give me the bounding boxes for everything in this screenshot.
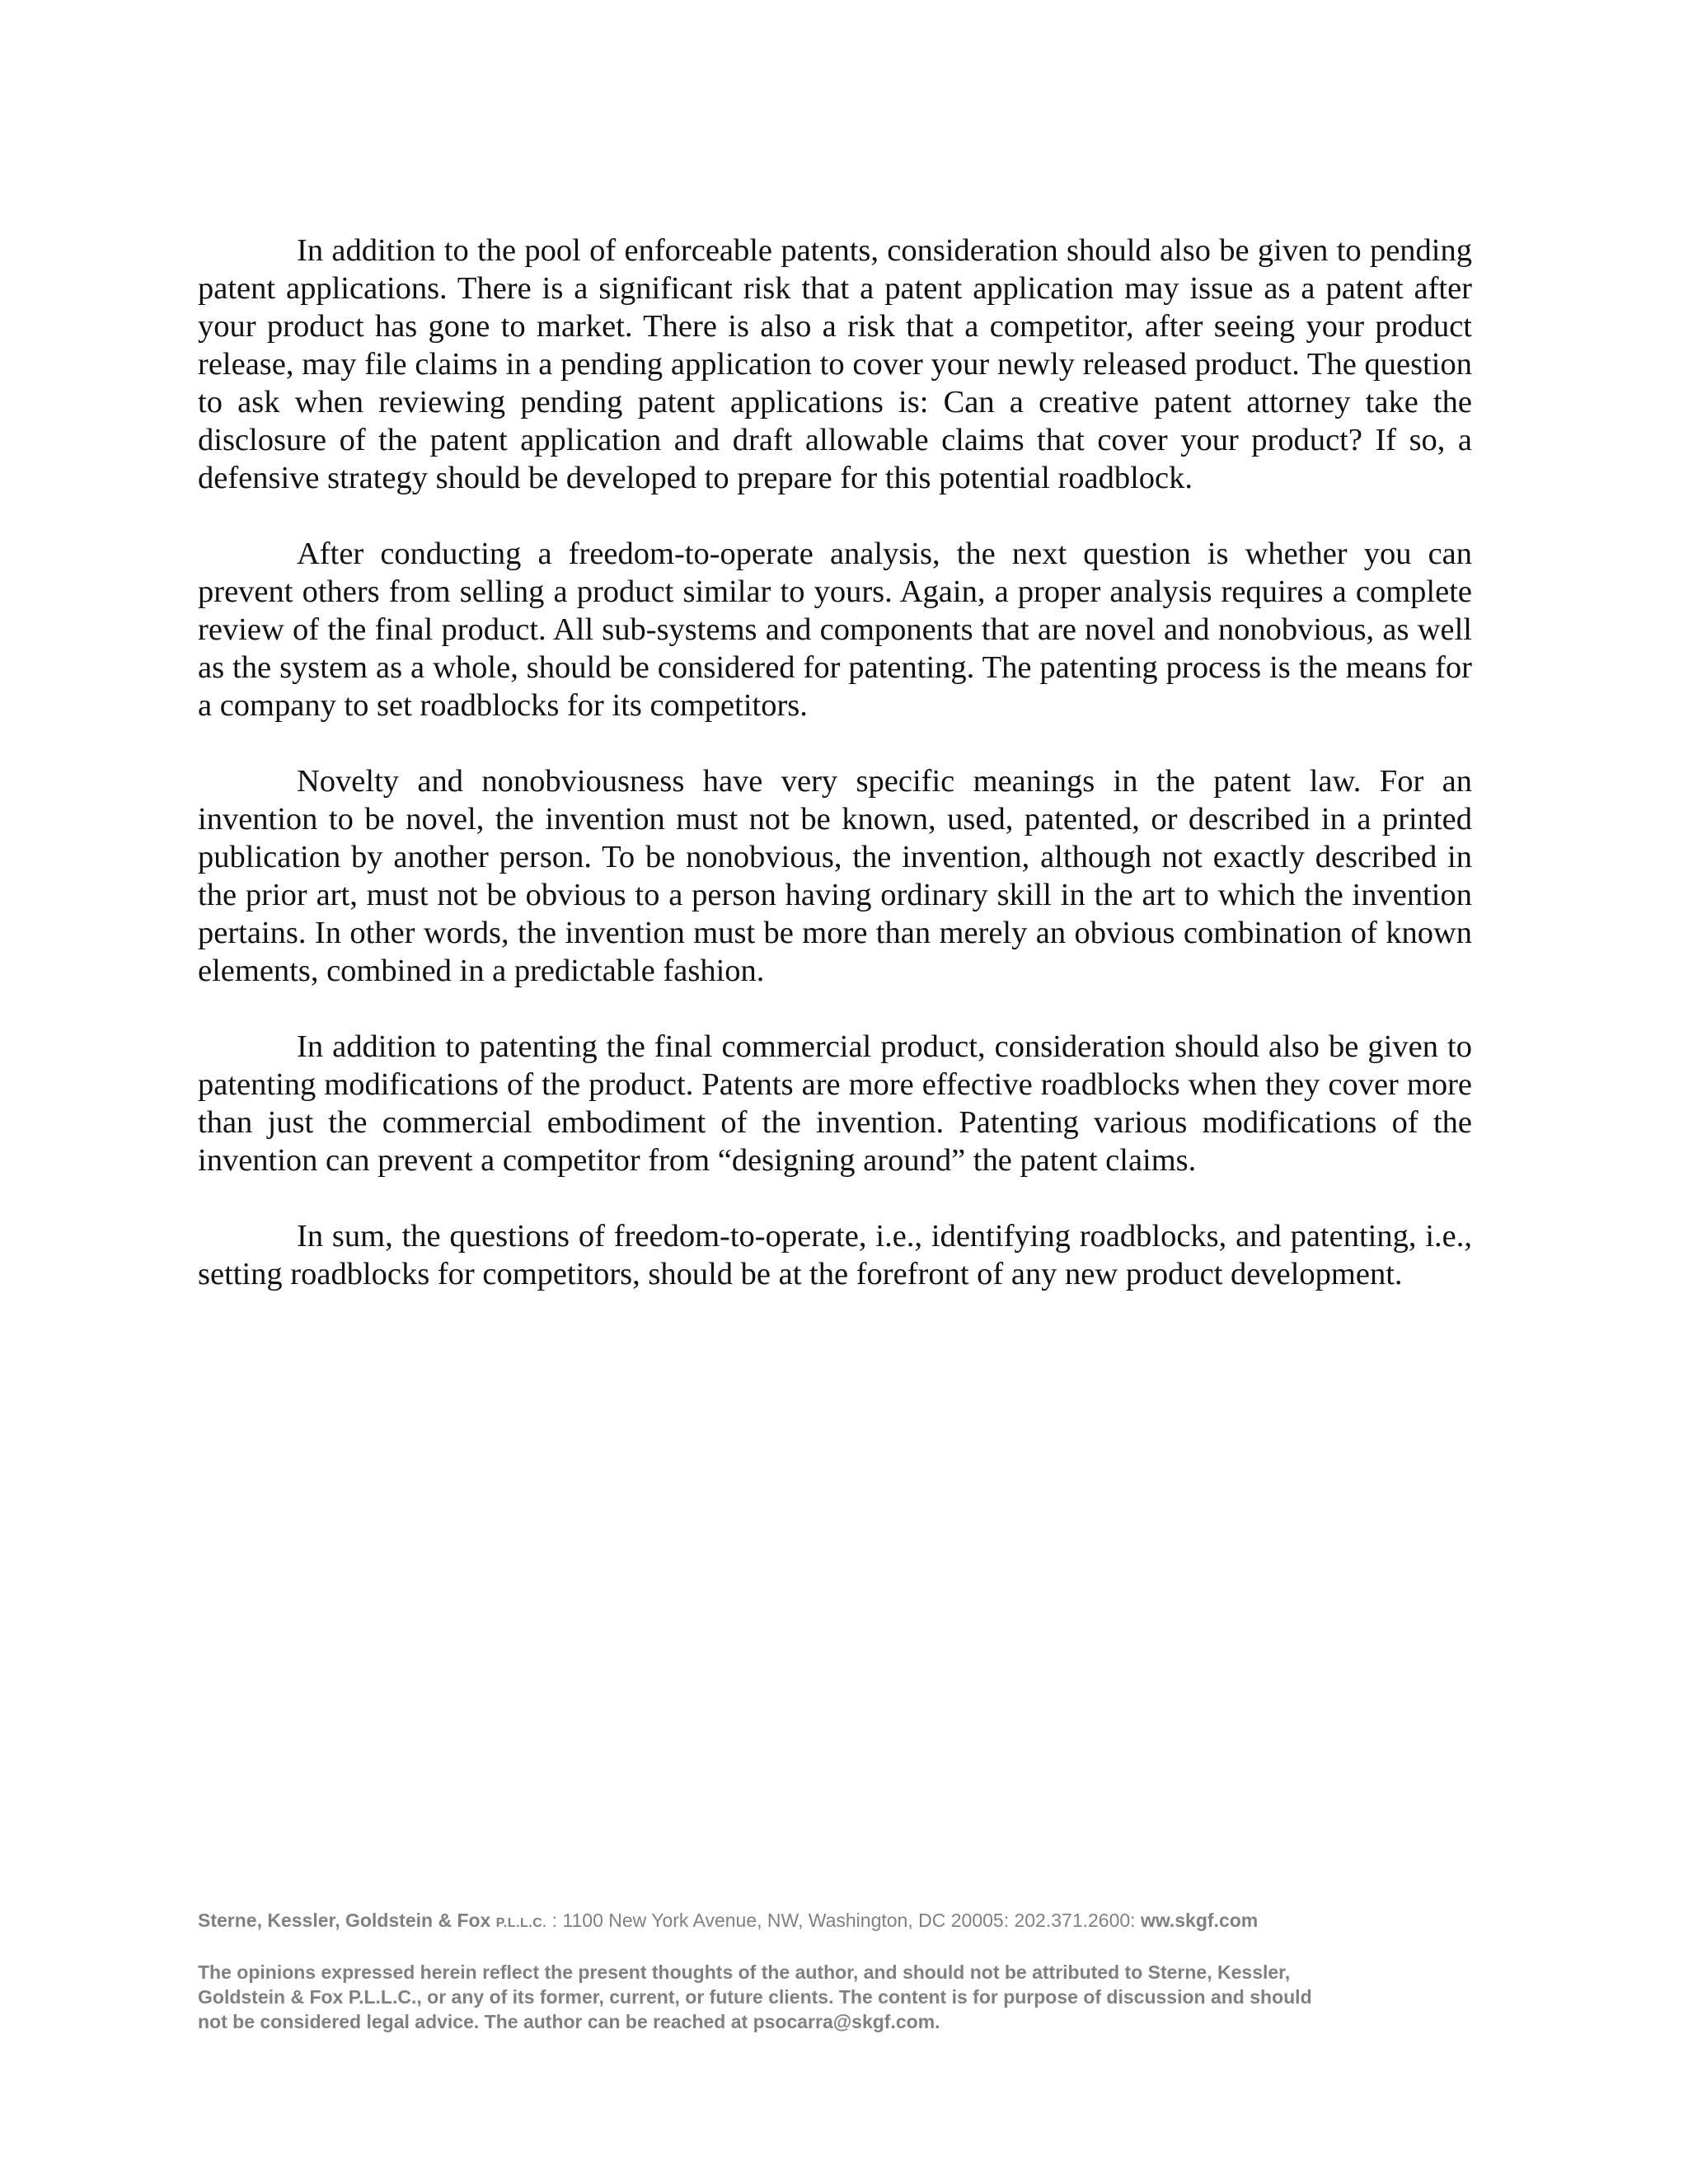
article-body [198,232,1472,1293]
footer-disclaimer: The opinions expressed herein reflect the present thoughts of the author, and should not be attributed to Sterne, Kessler, Goldstein & Fox P.L.L.C., or any of its former, current, or future clients. The content is for purpose of discussion and should not be considered legal advice. The author can be reached at psocarra@skgf.com. [198,1961,1312,2032]
footer-firm-suffix: P.L.L.C. [495,1916,547,1930]
paragraph-patenting-modifications: In addition to patenting the final commercial product, consideration should also be given to patenting modifications of the product. Patents are more effective roadblocks when they cover more than just the commercial embodiment of the invention. Patenting various modifications of the invention can prevent a competitor from “designing around” the patent claims. [198,1029,1472,1178]
paragraph-freedom-to-operate: After conducting a freedom-to-operate analysis, the next question is whether you can prevent others from selling a product similar to yours. Again, a proper analysis requires a complete review of the final product. All sub-systems and components that are novel and nonobvious, as well as the system as a whole, should be considered for patenting. The patenting process is the means for a company to set roadblocks for its competitors. [198,537,1472,723]
footer-firm-address [198,1908,1484,1936]
paragraph-summary: In sum, the questions of freedom-to-operate, i.e., identifying roadblocks, and patenting, i.e., setting roadblocks for competitors, should be at the forefront of any new product development. [198,1219,1472,1291]
footer-website-link[interactable]: ww.skgf.com [1140,1910,1259,1931]
paragraph-novelty-nonobviousness: Novelty and nonobviousness have very specific meanings in the patent law. For an invention to be novel, the invention must not be known, used, patented, or described in a printed publication by another person. To be nonobvious, the invention, although not exactly described in the prior art, must not be obvious to a person having ordinary skill in the art to which the invention pertains. In other words, the invention must be more than merely an obvious combination of known elements, combined in a predictable fashion. [198,764,1472,988]
footer-firm-name: Sterne, Kessler, Goldstein & Fox [198,1910,491,1931]
paragraph-pending-applications: In addition to the pool of enforceable patents, consideration should also be given to pending patent applications. There is a significant risk that a patent application may issue as a patent after your product has gone to market. There is also a risk that a competitor, after seeing your product release, may file claims in a pending application to cover your newly released product. The question to ask when reviewing pending patent applications is: Can a creative patent attorney take the disclosure of the patent application and draft allowable claims that cover your product? If so, a defensive strategy should be developed to prepare for this potential roadblock. [198,233,1472,495]
footer-address-phone: : 1100 New York Avenue, NW, Washington, DC 20005: 202.371.2600: [546,1910,1141,1931]
